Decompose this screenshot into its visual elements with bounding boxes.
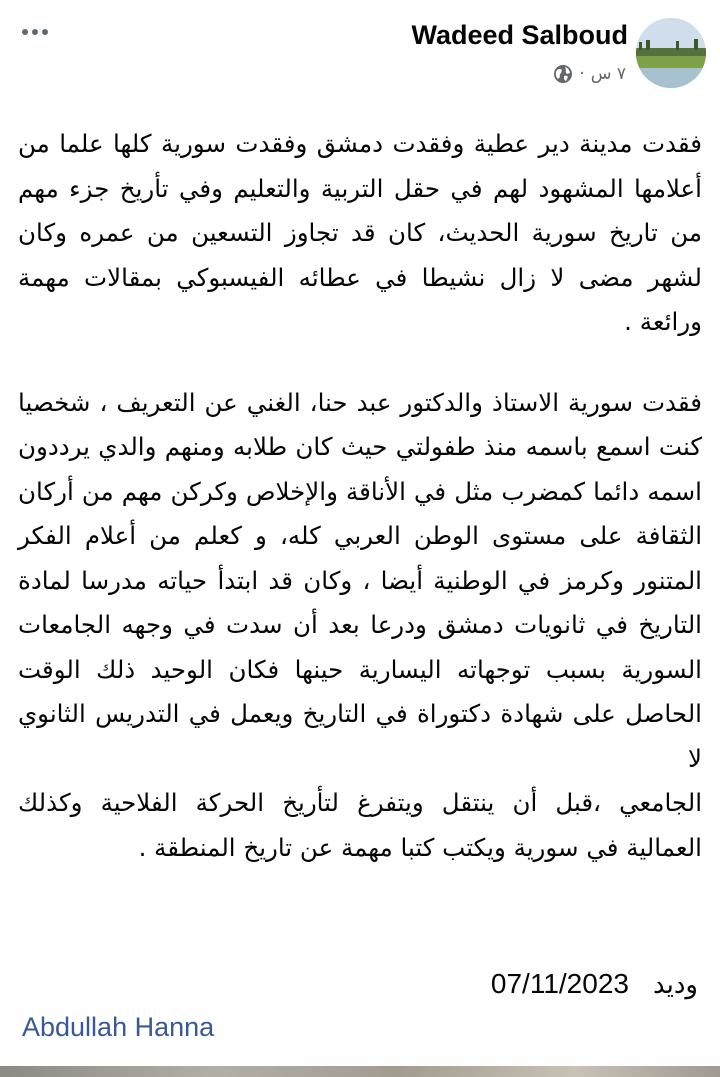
post-header [0,0,720,110]
signature-date: 07/11/2023 [490,968,629,999]
avatar[interactable] [636,18,706,88]
post-time[interactable]: ٧ س [590,64,626,84]
more-dot [32,29,38,35]
tagged-person-link[interactable]: Abdullah Hanna [22,1012,215,1042]
avatar-landscape-image [636,18,706,88]
post-text [18,122,702,870]
post-meta [553,64,626,84]
more-options-button[interactable] [18,20,52,44]
attached-photo-top-edge[interactable] [0,1066,720,1077]
more-dot [42,29,48,35]
author-name[interactable]: Wadeed Salboud [411,20,628,50]
post-paragraph-2: فقدت سورية الاستاذ والدكتور عبد حنا، الغني عن التعريف ، شخصيا كنت اسمع باسمه منذ طفولتي حيث كان طلابه ومنهم والدي يرددون اسمه دائما كمضرب مثل في الأناقة والإخلاص وكركن مهم من أركان الثقافة على مستوى الوطن العربي كله، و كعلم من أعلام الفكر المتنور وكرمز في الوطنية أيضا ، وكان قد ابتدأ حياته مدرسا لمادة التاريخ في ثانويات دمشق ودرعا بعد أن سدت في وجهه الجامعات السورية بسبب توجهاته اليسارية حينها فكان الوحيد ذلك الوقت الحاصل على شهادة دكتوراة في التاريخ ويعمل في التدريس الثانوي لا الجامعي ،قبل أن ينتقل ويتفرغ لتأريخ الحركة الفلاحية وكذلك العمالية في سورية ويكتب كتبا مهمة عن تاريخ المنطقة . [18,387,702,862]
post-paragraph-1: فقدت مدينة دير عطية وفقدت دمشق وفقدت سورية كلها علما من أعلامها المشهود لهم في حقل التربية والتعليم وفي تأريخ جزء مهم من تاريخ سورية الحديث، كان قد تجاوز التسعين من عمره وكان لشهر مضى لا زال نشيطا في عطائه الفيسبوكي بمقالات مهمة ورائعة . [18,129,702,336]
globe-icon[interactable] [553,64,573,84]
signature-name: وديد [652,970,698,1000]
post-signature [491,968,698,1000]
meta-separator: · [579,64,585,84]
more-dot [22,29,28,35]
